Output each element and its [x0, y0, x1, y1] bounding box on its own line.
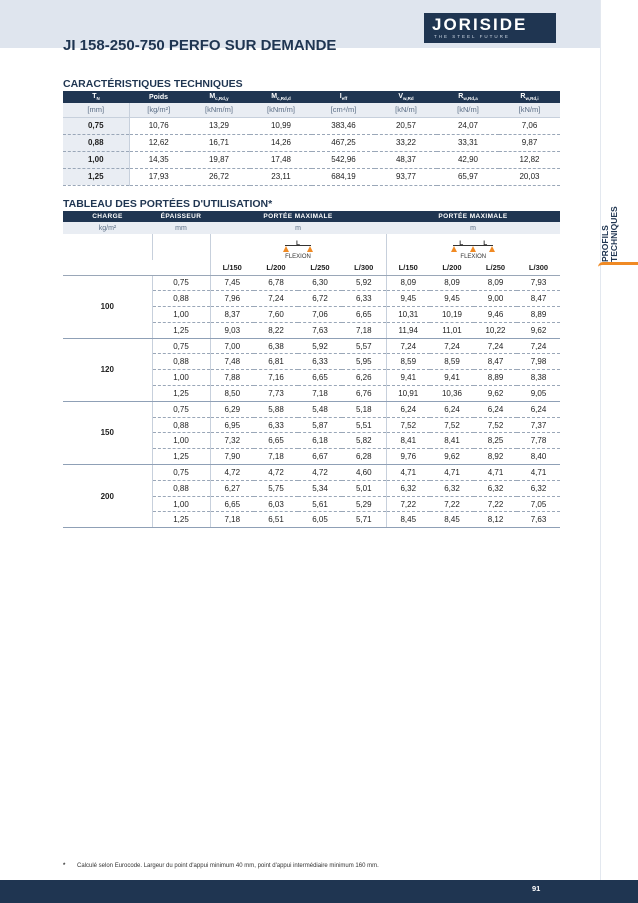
span-value-cell: 6,27: [210, 480, 254, 496]
span-value-cell: 7,52: [430, 417, 474, 433]
span-value-cell: 9,41: [430, 370, 474, 386]
span-value-cell: 5,92: [298, 338, 342, 354]
span-value-cell: 6,38: [254, 338, 298, 354]
span-value-cell: 10,22: [474, 322, 517, 338]
span-value-cell: 8,09: [474, 275, 517, 291]
unit-cell: m: [386, 222, 560, 234]
span-value-cell: 6,24: [386, 401, 430, 417]
support-icon: [489, 246, 495, 252]
thickness-cell: 0,88: [152, 480, 210, 496]
span-value-cell: 6,72: [298, 291, 342, 307]
span-value-cell: 7,16: [254, 370, 298, 386]
span-value-cell: 6,33: [254, 417, 298, 433]
span-value-cell: 6,81: [254, 354, 298, 370]
span-value-cell: 7,88: [210, 370, 254, 386]
limit-label: L/200: [430, 260, 474, 275]
thickness-cell: 0,75: [152, 338, 210, 354]
span-value-cell: 8,40: [517, 449, 560, 465]
schema-empty: [63, 234, 152, 260]
span-value-cell: 5,29: [342, 496, 386, 512]
use-header-charge: CHARGE: [63, 211, 152, 222]
value-cell: 20,03: [499, 168, 560, 185]
span-value-cell: 6,05: [298, 512, 342, 528]
span-value-cell: 5,34: [298, 480, 342, 496]
span-value-cell: 6,65: [254, 433, 298, 449]
span-value-cell: 8,09: [386, 275, 430, 291]
use-header-span-1: PORTÉE MAXIMALE: [210, 211, 386, 222]
sidebar-label-line1: PROFILS: [600, 225, 610, 262]
support-icon: [283, 246, 289, 252]
unit-cell: [kN/m]: [499, 103, 560, 117]
span-value-cell: 5,18: [342, 401, 386, 417]
span-value-cell: 6,32: [474, 480, 517, 496]
page-number: 91: [532, 884, 541, 893]
value-cell: 17,93: [129, 168, 188, 185]
limit-label: L/250: [298, 260, 342, 275]
span-value-cell: 6,32: [430, 480, 474, 496]
use-header-thickness: ÉPAISSEUR: [152, 211, 210, 222]
value-cell: 20,57: [375, 117, 437, 134]
span-value-cell: 7,96: [210, 291, 254, 307]
span-value-cell: 6,24: [430, 401, 474, 417]
tech-header-row: [63, 91, 560, 103]
unit-cell: [cm⁴/m]: [312, 103, 375, 117]
span-value-cell: 6,28: [342, 449, 386, 465]
thickness-cell: 1,25: [63, 168, 129, 185]
value-cell: 65,97: [437, 168, 499, 185]
charge-cell: 120: [63, 338, 152, 401]
span-value-cell: 8,22: [254, 322, 298, 338]
span-value-cell: 9,46: [474, 307, 517, 323]
tech-table: [63, 91, 560, 186]
span-value-cell: 9,76: [386, 449, 430, 465]
value-cell: 12,62: [129, 134, 188, 151]
span-value-cell: 7,24: [254, 291, 298, 307]
span-value-cell: 8,47: [474, 354, 517, 370]
value-cell: 7,06: [499, 117, 560, 134]
limit-label: L/150: [210, 260, 254, 275]
span-value-cell: 7,52: [474, 417, 517, 433]
span-value-cell: 7,24: [386, 338, 430, 354]
value-cell: 16,71: [188, 134, 250, 151]
value-cell: 42,90: [437, 151, 499, 168]
span-value-cell: 7,63: [298, 322, 342, 338]
span-value-cell: 7,32: [210, 433, 254, 449]
span-value-cell: 7,45: [210, 275, 254, 291]
tech-row: [63, 117, 560, 134]
span-value-cell: 8,37: [210, 307, 254, 323]
span-value-cell: 8,45: [386, 512, 430, 528]
span-value-cell: 7,93: [517, 275, 560, 291]
span-value-cell: 4,72: [254, 465, 298, 481]
page-title: JI 158-250-750 PERFO SUR DEMANDE: [63, 37, 337, 54]
tech-header: $R_{w,Rd,i}$: [499, 91, 560, 103]
span-value-cell: 8,50: [210, 386, 254, 402]
span-value-cell: 4,71: [430, 465, 474, 481]
span-value-cell: 5,75: [254, 480, 298, 496]
sidebar-label-line2: TECHNIQUES: [609, 206, 619, 262]
limit-label: L/300: [517, 260, 560, 275]
span-value-cell: 7,22: [386, 496, 430, 512]
thickness-cell: 0,88: [152, 291, 210, 307]
use-header-span-2: PORTÉE MAXIMALE: [386, 211, 560, 222]
span-value-cell: 8,47: [517, 291, 560, 307]
use-section-title: TABLEAU DES PORTÉES D'UTILISATION*: [63, 198, 273, 210]
thickness-cell: 0,75: [152, 465, 210, 481]
span-value-cell: 6,26: [342, 370, 386, 386]
value-cell: 12,82: [499, 151, 560, 168]
tech-units-row: [63, 103, 560, 117]
thickness-cell: 0,88: [152, 417, 210, 433]
unit-cell: [kNm/m]: [188, 103, 250, 117]
brand-logo: [424, 13, 556, 43]
value-cell: 684,19: [312, 168, 375, 185]
thickness-cell: 1,00: [152, 307, 210, 323]
sidebar-accent: [598, 262, 638, 267]
span-value-cell: 9,62: [430, 449, 474, 465]
span-value-cell: 8,59: [430, 354, 474, 370]
span-value-cell: 7,18: [210, 512, 254, 528]
value-cell: 14,35: [129, 151, 188, 168]
limit-label: L/250: [474, 260, 517, 275]
tech-row: [63, 168, 560, 185]
tech-header: $T_N$: [63, 91, 129, 103]
span-value-cell: 7,24: [430, 338, 474, 354]
support-icon: [307, 246, 313, 252]
span-value-cell: 5,01: [342, 480, 386, 496]
span-value-cell: 11,94: [386, 322, 430, 338]
thickness-cell: 1,25: [152, 386, 210, 402]
span-value-cell: 6,95: [210, 417, 254, 433]
span-value-cell: 7,98: [517, 354, 560, 370]
span-value-cell: 7,37: [517, 417, 560, 433]
tech-header: $V_{w,Rd}$: [375, 91, 437, 103]
span-value-cell: 6,33: [342, 291, 386, 307]
span-value-cell: 5,87: [298, 417, 342, 433]
span-value-cell: 8,41: [386, 433, 430, 449]
span-value-cell: 5,82: [342, 433, 386, 449]
span-value-cell: 5,57: [342, 338, 386, 354]
span-value-cell: 6,78: [254, 275, 298, 291]
span-value-cell: 6,76: [342, 386, 386, 402]
span-value-cell: 10,91: [386, 386, 430, 402]
schema-caption: FLEXION: [285, 254, 311, 260]
span-value-cell: 5,92: [342, 275, 386, 291]
span-value-cell: 7,18: [298, 386, 342, 402]
single-span-diagram: [281, 240, 315, 252]
thickness-cell: 1,25: [152, 449, 210, 465]
value-cell: 10,99: [250, 117, 312, 134]
limit-label: L/150: [386, 260, 430, 275]
schema-empty: [152, 234, 210, 260]
limit-label: L/200: [254, 260, 298, 275]
value-cell: 13,29: [188, 117, 250, 134]
span-value-cell: 7,05: [517, 496, 560, 512]
sidebar-section-label: [600, 206, 619, 262]
span-value-cell: 7,73: [254, 386, 298, 402]
span-value-cell: 6,51: [254, 512, 298, 528]
span-value-cell: 9,45: [386, 291, 430, 307]
unit-cell: [kN/m]: [437, 103, 499, 117]
value-cell: 383,46: [312, 117, 375, 134]
span-value-cell: 9,62: [474, 386, 517, 402]
span-value-cell: 9,00: [474, 291, 517, 307]
span-row: [63, 338, 560, 354]
span-value-cell: 4,71: [517, 465, 560, 481]
span-value-cell: 7,78: [517, 433, 560, 449]
header: [0, 0, 638, 52]
value-cell: 14,26: [250, 134, 312, 151]
sidebar: [600, 0, 638, 903]
thickness-cell: 0,75: [152, 275, 210, 291]
span-value-cell: 6,03: [254, 496, 298, 512]
tech-header: $R_{w,Rd,a}$: [437, 91, 499, 103]
tech-section-title: CARACTÉRISTIQUES TECHNIQUES: [63, 78, 243, 90]
span-value-cell: 6,24: [517, 401, 560, 417]
unit-cell: mm: [152, 222, 210, 234]
use-table: [63, 211, 560, 528]
span-value-cell: 7,52: [386, 417, 430, 433]
span-value-cell: 9,41: [386, 370, 430, 386]
span-value-cell: 8,41: [430, 433, 474, 449]
use-units-row: [63, 222, 560, 234]
span-value-cell: 10,31: [386, 307, 430, 323]
schema-caption: FLEXION: [460, 254, 487, 260]
span-value-cell: 7,63: [517, 512, 560, 528]
value-cell: 33,22: [375, 134, 437, 151]
schema-row: [63, 234, 560, 260]
span-label: L: [483, 240, 488, 247]
span-value-cell: 7,18: [342, 322, 386, 338]
span-value-cell: 7,48: [210, 354, 254, 370]
span-row: [63, 401, 560, 417]
span-value-cell: 8,89: [474, 370, 517, 386]
span-value-cell: 5,95: [342, 354, 386, 370]
span-value-cell: 6,29: [210, 401, 254, 417]
thickness-cell: 0,88: [63, 134, 129, 151]
span-row: [63, 465, 560, 481]
schema-single-span: [210, 234, 386, 260]
value-cell: 19,87: [188, 151, 250, 168]
footnote: [63, 863, 379, 869]
charge-cell: 100: [63, 275, 152, 338]
span-value-cell: 7,00: [210, 338, 254, 354]
span-label: L: [459, 240, 464, 247]
logo-text: JORISIDE: [432, 15, 528, 34]
thickness-cell: 1,00: [152, 370, 210, 386]
value-cell: 542,96: [312, 151, 375, 168]
span-value-cell: 5,48: [298, 401, 342, 417]
span-value-cell: 5,61: [298, 496, 342, 512]
limits-empty: [63, 260, 152, 275]
span-value-cell: 7,24: [474, 338, 517, 354]
tech-header: $M_{c,Rd,d}$: [250, 91, 312, 103]
unit-cell: [kg/m²]: [129, 103, 188, 117]
span-value-cell: 9,05: [517, 386, 560, 402]
span-value-cell: 6,18: [298, 433, 342, 449]
span-value-cell: 6,32: [386, 480, 430, 496]
span-value-cell: 7,60: [254, 307, 298, 323]
value-cell: 23,11: [250, 168, 312, 185]
span-value-cell: 5,71: [342, 512, 386, 528]
value-cell: 10,76: [129, 117, 188, 134]
thickness-cell: 1,25: [152, 512, 210, 528]
span-value-cell: 5,88: [254, 401, 298, 417]
span-value-cell: 7,24: [517, 338, 560, 354]
tech-row: [63, 134, 560, 151]
thickness-cell: 1,00: [152, 496, 210, 512]
unit-cell: m: [210, 222, 386, 234]
span-value-cell: 10,36: [430, 386, 474, 402]
multi-span-diagram: [449, 240, 497, 252]
schema-multi-span: [386, 234, 560, 260]
value-cell: 24,07: [437, 117, 499, 134]
span-value-cell: 7,22: [430, 496, 474, 512]
unit-cell: [mm]: [63, 103, 129, 117]
span-label: L: [296, 240, 300, 247]
span-value-cell: 8,59: [386, 354, 430, 370]
support-icon: [470, 246, 476, 252]
unit-cell: [kNm/m]: [250, 103, 312, 117]
value-cell: 9,87: [499, 134, 560, 151]
span-value-cell: 6,30: [298, 275, 342, 291]
span-value-cell: 4,71: [386, 465, 430, 481]
span-value-cell: 8,45: [430, 512, 474, 528]
span-row: [63, 275, 560, 291]
span-value-cell: 8,25: [474, 433, 517, 449]
span-value-cell: 8,38: [517, 370, 560, 386]
charge-cell: 200: [63, 465, 152, 528]
thickness-cell: 0,88: [152, 354, 210, 370]
span-value-cell: 9,62: [517, 322, 560, 338]
support-icon: [451, 246, 457, 252]
thickness-cell: 1,00: [152, 433, 210, 449]
limits-empty: [152, 260, 210, 275]
span-value-cell: 8,12: [474, 512, 517, 528]
limit-label: L/300: [342, 260, 386, 275]
span-value-cell: 11,01: [430, 322, 474, 338]
limits-row: [63, 260, 560, 275]
span-value-cell: 4,72: [298, 465, 342, 481]
span-value-cell: 6,24: [474, 401, 517, 417]
span-value-cell: 9,03: [210, 322, 254, 338]
footnote-marker: *: [63, 863, 66, 869]
thickness-cell: 0,75: [152, 401, 210, 417]
logo-tagline: THE STEEL FUTURE: [434, 34, 510, 39]
value-cell: 467,25: [312, 134, 375, 151]
use-header-row: [63, 211, 560, 222]
span-value-cell: 6,65: [342, 307, 386, 323]
span-value-cell: 7,22: [474, 496, 517, 512]
span-value-cell: 8,92: [474, 449, 517, 465]
tech-header: $I_{eff}$: [312, 91, 375, 103]
span-value-cell: 8,89: [517, 307, 560, 323]
tech-header: $M_{c,Rd,y}$: [188, 91, 250, 103]
unit-cell: kg/m²: [63, 222, 152, 234]
span-value-cell: 10,19: [430, 307, 474, 323]
thickness-cell: 1,00: [63, 151, 129, 168]
tech-row: [63, 151, 560, 168]
span-value-cell: 6,33: [298, 354, 342, 370]
thickness-cell: 1,25: [152, 322, 210, 338]
tech-header: Poids: [129, 91, 188, 103]
charge-cell: 150: [63, 401, 152, 464]
footnote-text: Calculé selon Eurocode. Largeur du point d'appui minimum 40 mm, point d'appui intermédiaire minimum 160 mm.: [77, 863, 379, 869]
value-cell: 33,31: [437, 134, 499, 151]
span-value-cell: 6,65: [298, 370, 342, 386]
span-value-cell: 6,67: [298, 449, 342, 465]
span-value-cell: 4,72: [210, 465, 254, 481]
span-value-cell: 8,09: [430, 275, 474, 291]
footer: [0, 880, 638, 903]
unit-cell: [kN/m]: [375, 103, 437, 117]
span-value-cell: 4,60: [342, 465, 386, 481]
span-value-cell: 7,18: [254, 449, 298, 465]
span-value-cell: 5,51: [342, 417, 386, 433]
span-value-cell: 9,45: [430, 291, 474, 307]
value-cell: 93,77: [375, 168, 437, 185]
span-value-cell: 6,32: [517, 480, 560, 496]
value-cell: 17,48: [250, 151, 312, 168]
thickness-cell: 0,75: [63, 117, 129, 134]
span-value-cell: 4,71: [474, 465, 517, 481]
span-value-cell: 6,65: [210, 496, 254, 512]
value-cell: 48,37: [375, 151, 437, 168]
span-value-cell: 7,06: [298, 307, 342, 323]
span-value-cell: 7,90: [210, 449, 254, 465]
value-cell: 26,72: [188, 168, 250, 185]
